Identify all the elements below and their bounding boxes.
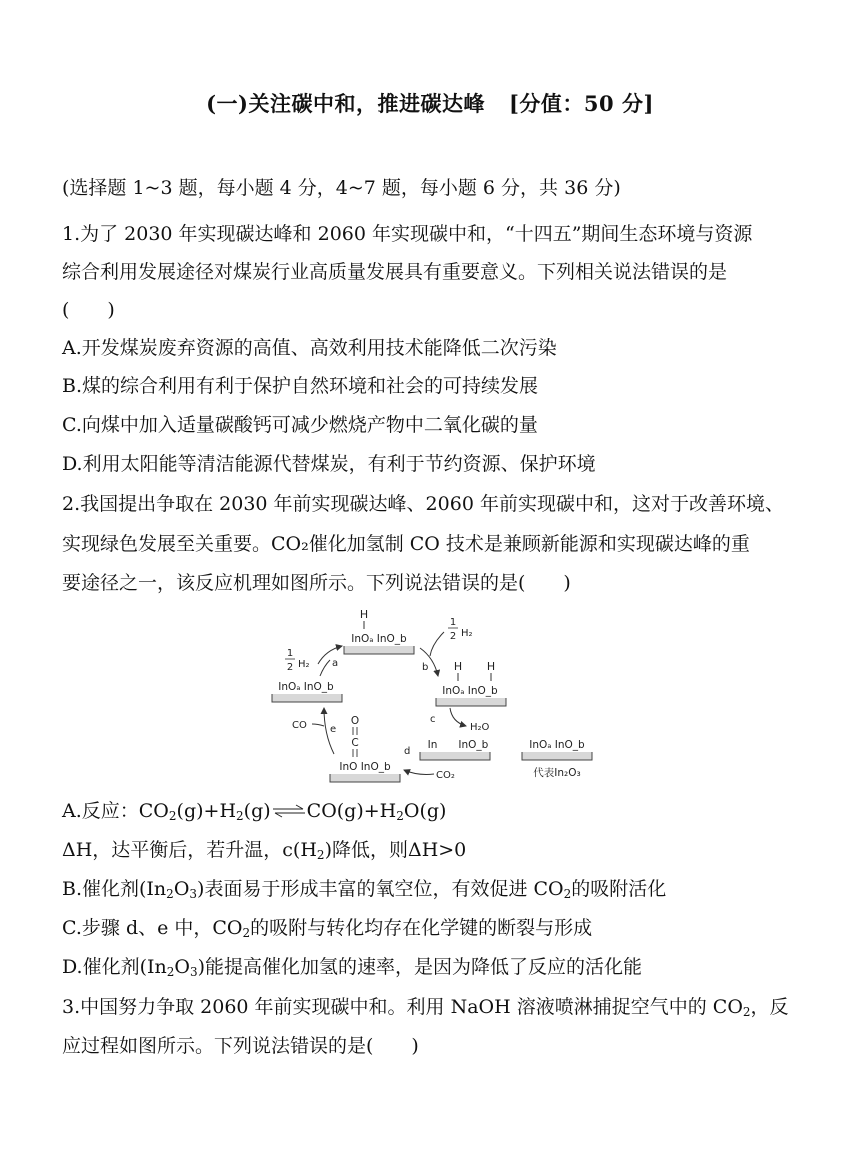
h2o-label: H₂O <box>470 722 490 733</box>
co-label: CO <box>292 720 307 731</box>
legend <box>522 739 592 779</box>
h2-right-label: H₂ <box>461 628 473 639</box>
q3-line1: 3.中国努力争取 2060 年前实现碳中和。利用 NaOH 溶液喷淋捕捉空气中的 $CO_2$，反 <box>62 996 789 1019</box>
q2-line3: 要途径之一，该反应机理如图所示。下列说法错误的是( ) <box>62 572 571 594</box>
half-h2-right <box>448 617 473 642</box>
svg-text:InOₐ InO_b: InOₐ InO_b <box>278 681 334 693</box>
svg-text:H: H <box>453 660 463 673</box>
q3-line2: 应过程如图所示。下列说法错误的是( ) <box>62 1035 419 1057</box>
svg-text:InO InO_b: InO InO_b <box>339 761 391 773</box>
q2-line2: 实现绿色发展至关重要。CO₂催化加氢制 CO 技术是兼顾新能源和实现碳达峰的重 <box>62 533 750 555</box>
svg-text:2: 2 <box>286 662 294 673</box>
q2-option-d: D.催化剂$(In_2O_3)$能提高催化加氢的速率，是因为降低了反应的活化能 <box>62 956 643 979</box>
surface-left <box>272 681 342 702</box>
svg-text:2: 2 <box>449 631 457 642</box>
legend-text: 代表In₂O₃ <box>533 767 581 779</box>
surface-bottom <box>330 715 400 782</box>
svg-text:InOₐ InO_b: InOₐ InO_b <box>442 685 498 697</box>
surface-top-label: InOₐ InO_b <box>351 633 407 645</box>
svg-text:In InO_b: In InO_b <box>427 739 489 751</box>
label-a: a <box>332 658 339 669</box>
q1-blank: ( ) <box>62 299 115 321</box>
half-h2-left <box>285 648 310 673</box>
svg-text:1: 1 <box>286 648 294 659</box>
svg-text:InOₐ InO_b: InOₐ InO_b <box>529 739 585 751</box>
q2-line1: 2.我国提出争取在 2030 年前实现碳达峰、2060 年前实现碳中和，这对于改善环境、 <box>62 493 784 515</box>
surface-top <box>344 608 414 654</box>
q1-line2: 综合利用发展途径对煤炭行业高质量发展具有重要意义。下列相关说法错误的是 <box>62 261 728 283</box>
q1-option-b: B.煤的综合利用有利于保护自然环境和社会的可持续发展 <box>62 375 539 397</box>
surface-right <box>436 660 506 706</box>
co2-label: CO₂ <box>436 770 455 781</box>
q1-line1: 1.为了 2030 年实现碳达峰和 2060 年实现碳中和，“十四五”期间生态环境与资源 <box>62 223 753 245</box>
svg-text:O: O <box>350 715 360 727</box>
q2-option-b: B.催化剂$(In_2O_3)$表面易于形成丰富的氧空位，有效促进 $CO_2$的吸附活化 <box>62 878 667 901</box>
q1-option-c: C.向煤中加入适量碳酸钙可减少燃烧产物中二氧化碳的量 <box>62 414 538 436</box>
q1-option-d: D.利用太阳能等清洁能源代替煤炭，有利于节约资源、保护环境 <box>62 453 596 475</box>
svg-text:1: 1 <box>449 617 457 628</box>
q2-option-a-line1: A.反应：$CO_2(g)+H_2(g)$ $CO(g)+H_2O(g)$ <box>62 800 447 823</box>
svg-text:H: H <box>486 660 496 673</box>
h2-left-label: H₂ <box>298 659 310 670</box>
q1-option-a: A.开发煤炭废弃资源的高值、高效利用技术能降低二次污染 <box>62 337 557 359</box>
label-e: e <box>330 724 337 735</box>
q2-option-a-line2: ΔH，达平衡后，若升温，$c(H_2)$降低，则ΔH>0 <box>62 839 467 862</box>
surface-in <box>420 739 490 760</box>
q2-option-c: C.步骤 d、e 中，$CO_2$的吸附与转化均存在化学键的断裂与形成 <box>62 917 593 940</box>
label-c: c <box>430 714 436 725</box>
svg-text:C: C <box>351 737 359 749</box>
instructions: (选择题 1~3 题，每小题 4 分，4~7 题，每小题 6 分，共 36 分) <box>62 177 621 199</box>
top-h-atom: H <box>359 608 369 621</box>
section-score: [分值：50 分] <box>508 91 654 116</box>
label-b: b <box>422 662 429 673</box>
section-title-main: (一)关注碳中和，推进碳达峰 <box>206 91 485 116</box>
section-title <box>0 88 860 118</box>
label-d: d <box>404 746 411 757</box>
equilibrium-arrow-icon <box>272 804 306 818</box>
reaction-mechanism-diagram <box>262 604 602 786</box>
